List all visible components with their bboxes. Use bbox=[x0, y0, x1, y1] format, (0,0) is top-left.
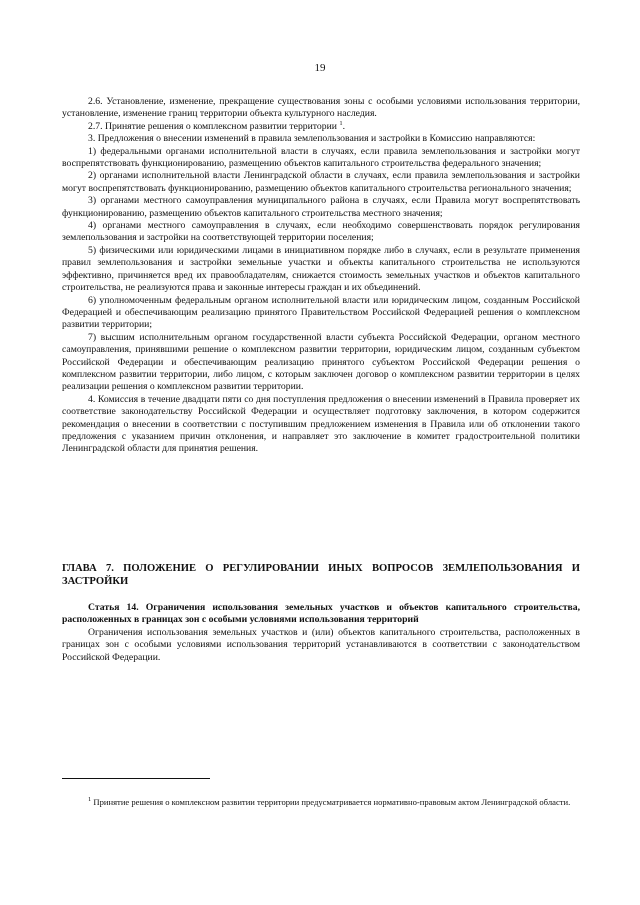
list-item-7: 7) высшим исполнительным органом государственной власти субъекта Российской Федерации, органом местного самоуправления, принявшими решение о комплексном развитии территории, юридическим лицом, созданным субъектом Российской Федерации и обеспечивающим реализацию принятого субъектом Российской Федерации решения о комплексном развитии территории, либо лицом, с которым заключен договор о комплексном развитии территории в целях реализации решения о комплексном развитии территории. bbox=[62, 331, 580, 393]
list-item-4: 4) органами местного самоуправления в случаях, если необходимо совершенствовать порядок регулирования землепользования и застройки на соответствующей территории поселения; bbox=[62, 220, 580, 244]
article-text: Ограничения использования земельных участков и (или) объектов капитального строительства, расположенных в границах зон с особыми условиями использования территорий устанавливаются в соответствии с законодательством Российской Федерации. bbox=[62, 626, 580, 663]
footnote-separator bbox=[62, 778, 210, 779]
paragraph-3: 3. Предложения о внесении изменений в правила землепользования и застройки в Комиссию направляются: bbox=[88, 133, 536, 145]
footnote bbox=[62, 797, 580, 808]
list-item-3: 3) органами местного самоуправления муниципального района в случаях, если Правила могут воспрепятствовать функционированию, размещению объектов капитального строительства местного значения; bbox=[62, 195, 580, 219]
chapter-heading: ГЛАВА 7. ПОЛОЖЕНИЕ О РЕГУЛИРОВАНИИ ИНЫХ ВОПРОСОВ ЗЕМЛЕПОЛЬЗОВАНИЯ И ЗАСТРОЙКИ bbox=[62, 563, 580, 587]
list-item-6: 6) уполномоченным федеральным органом исполнительной власти или юридическим лицом, созданным Российской Федерацией и обеспечивающим реализацию принятого Правительством Российской Федерацией решения о комплексном развитии территории; bbox=[62, 294, 580, 331]
paragraph-2-6: 2.6. Установление, изменение, прекращение существования зоны с особыми условиями использования территории, установление, изменение границ территории объекта культурного наследия. bbox=[62, 96, 580, 120]
list-item-2: 2) органами исполнительной власти Ленинградской области в случаях, если правила землепользования и застройки могут воспрепятствовать функционированию, размещению объектов капитального строительства регионального значения; bbox=[62, 170, 580, 194]
footnote-reference: 1 bbox=[339, 119, 343, 127]
paragraph-4: 4. Комиссия в течение двадцати пяти со дня поступления предложения о внесении изменений в Правила проверяет их соответствие законодательству Российской Федерации и осуществляет подготовку заключения, в котором содержится рекомендация о внесении в соответствии с поступившим предложением изменения в Правила или об отклонении такого предложения с указанием причин отклонения, и направляет это заключение в комитет градостроительной политики Ленинградской области для принятия решения. bbox=[62, 393, 580, 455]
article-title: Статья 14. Ограничения использования земельных участков и объектов капитального строительства, расположенных в границах зон с особыми условиями использования территорий bbox=[62, 602, 580, 626]
article-14 bbox=[62, 602, 580, 664]
page-number: 19 bbox=[314, 62, 326, 74]
footnote-number: 1 bbox=[88, 796, 92, 804]
paragraph-2-7-text: 2.7. Принятие решения о комплексном развитии территории bbox=[88, 120, 337, 132]
list-item-1: 1) федеральными органами исполнительной власти в случаях, если правила землепользования и застройки могут воспрепятствовать функционированию, размещению объектов капитального строительства федерального значения; bbox=[62, 145, 580, 170]
footnote-text: Принятие решения о комплексном развитии территории предусматривается нормативно-правовым актом Ленинградской области. bbox=[93, 797, 571, 807]
paragraph-2-7: 2.7. Принятие решения о комплексном развитии территории $^1$. bbox=[88, 119, 346, 132]
list-item-5: 5) физическими или юридическими лицами в инициативном порядке либо в случаях, если в результате применения правил землепользования и застройки земельные участки и объекты капитального строительства не используются эффективно, причиняется вред их правообладателям, снижается стоимость земельных участков и объектов капитального строительства, не реализуются права и законные интересы граждан и их объединений. bbox=[62, 244, 580, 294]
document-body bbox=[62, 96, 580, 456]
